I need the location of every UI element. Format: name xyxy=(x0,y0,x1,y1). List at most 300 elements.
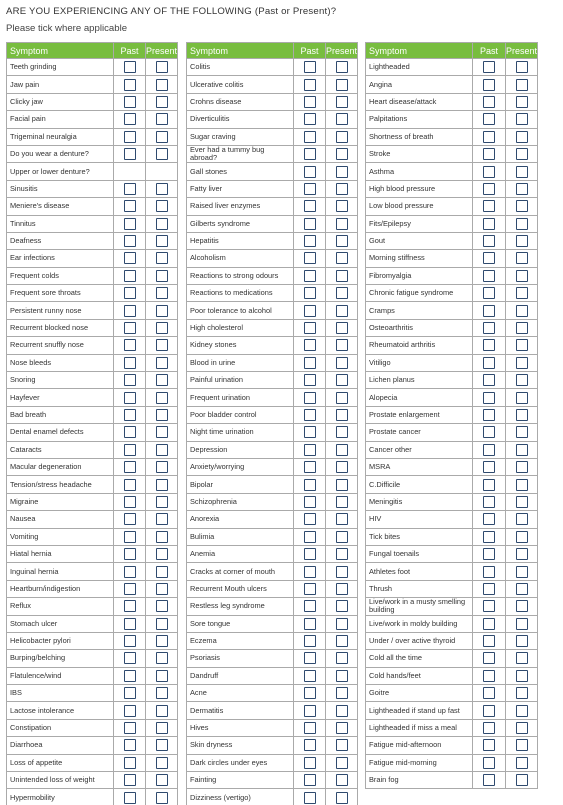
present-checkbox[interactable] xyxy=(156,792,168,804)
present-checkbox[interactable] xyxy=(336,618,348,630)
past-checkbox[interactable] xyxy=(124,635,136,647)
past-cell xyxy=(294,737,326,754)
symptom-label: Ear infections xyxy=(7,250,114,267)
past-checkbox[interactable] xyxy=(483,426,495,438)
present-checkbox[interactable] xyxy=(516,722,528,734)
past-checkbox[interactable] xyxy=(483,583,495,595)
table-row xyxy=(187,232,358,249)
past-cell xyxy=(473,528,506,545)
past-checkbox[interactable] xyxy=(124,739,136,751)
past-checkbox[interactable] xyxy=(304,113,316,125)
present-checkbox[interactable] xyxy=(516,270,528,282)
past-checkbox[interactable] xyxy=(483,774,495,786)
symptom-label: Gall stones xyxy=(187,163,294,180)
present-checkbox[interactable] xyxy=(336,722,348,734)
past-checkbox[interactable] xyxy=(124,200,136,212)
symptom-label: Cataracts xyxy=(7,441,114,458)
present-checkbox[interactable] xyxy=(336,513,348,525)
past-checkbox[interactable] xyxy=(483,600,495,612)
past-checkbox[interactable] xyxy=(124,792,136,804)
past-checkbox[interactable] xyxy=(304,200,316,212)
table-row xyxy=(187,76,358,93)
past-checkbox[interactable] xyxy=(304,339,316,351)
past-checkbox[interactable] xyxy=(304,183,316,195)
present-checkbox[interactable] xyxy=(336,61,348,73)
symptom-label: Acne xyxy=(187,685,294,702)
past-checkbox[interactable] xyxy=(483,183,495,195)
past-checkbox[interactable] xyxy=(304,218,316,230)
past-checkbox[interactable] xyxy=(304,513,316,525)
past-checkbox[interactable] xyxy=(124,131,136,143)
past-checkbox[interactable] xyxy=(124,583,136,595)
past-checkbox[interactable] xyxy=(304,166,316,178)
present-checkbox[interactable] xyxy=(516,357,528,369)
past-checkbox[interactable] xyxy=(124,566,136,578)
past-checkbox[interactable] xyxy=(483,322,495,334)
present-checkbox[interactable] xyxy=(156,200,168,212)
past-checkbox[interactable] xyxy=(124,670,136,682)
past-checkbox[interactable] xyxy=(483,61,495,73)
present-checkbox[interactable] xyxy=(516,374,528,386)
present-checkbox[interactable] xyxy=(336,566,348,578)
table-row xyxy=(187,702,358,719)
past-checkbox[interactable] xyxy=(304,600,316,612)
present-checkbox[interactable] xyxy=(336,166,348,178)
present-checkbox[interactable] xyxy=(516,548,528,560)
past-checkbox[interactable] xyxy=(483,461,495,473)
past-checkbox[interactable] xyxy=(304,426,316,438)
past-checkbox[interactable] xyxy=(304,531,316,543)
past-checkbox[interactable] xyxy=(483,270,495,282)
present-checkbox[interactable] xyxy=(156,461,168,473)
past-checkbox[interactable] xyxy=(304,496,316,508)
present-cell xyxy=(326,719,358,736)
present-checkbox[interactable] xyxy=(336,374,348,386)
past-checkbox[interactable] xyxy=(304,444,316,456)
past-checkbox[interactable] xyxy=(304,739,316,751)
present-cell xyxy=(506,302,538,319)
present-checkbox[interactable] xyxy=(516,444,528,456)
present-checkbox[interactable] xyxy=(336,218,348,230)
past-checkbox[interactable] xyxy=(304,479,316,491)
past-checkbox[interactable] xyxy=(124,409,136,421)
present-checkbox[interactable] xyxy=(156,479,168,491)
present-checkbox[interactable] xyxy=(156,635,168,647)
present-checkbox[interactable] xyxy=(336,426,348,438)
present-checkbox[interactable] xyxy=(516,200,528,212)
present-checkbox[interactable] xyxy=(156,687,168,699)
past-checkbox[interactable] xyxy=(304,287,316,299)
past-checkbox[interactable] xyxy=(124,705,136,717)
table-row xyxy=(187,772,358,789)
present-checkbox[interactable] xyxy=(156,287,168,299)
past-checkbox[interactable] xyxy=(124,444,136,456)
present-checkbox[interactable] xyxy=(336,200,348,212)
present-checkbox[interactable] xyxy=(156,531,168,543)
present-checkbox[interactable] xyxy=(336,757,348,769)
present-checkbox[interactable] xyxy=(156,113,168,125)
past-checkbox[interactable] xyxy=(483,339,495,351)
past-checkbox[interactable] xyxy=(124,618,136,630)
past-checkbox[interactable] xyxy=(124,357,136,369)
past-checkbox[interactable] xyxy=(483,513,495,525)
past-checkbox[interactable] xyxy=(304,548,316,560)
present-checkbox[interactable] xyxy=(516,496,528,508)
past-checkbox[interactable] xyxy=(304,148,316,160)
past-checkbox[interactable] xyxy=(483,670,495,682)
table-row xyxy=(366,528,538,545)
present-checkbox[interactable] xyxy=(516,670,528,682)
past-checkbox[interactable] xyxy=(304,792,316,804)
past-checkbox[interactable] xyxy=(304,757,316,769)
past-checkbox[interactable] xyxy=(304,252,316,264)
past-checkbox[interactable] xyxy=(483,96,495,108)
present-checkbox[interactable] xyxy=(156,722,168,734)
present-checkbox[interactable] xyxy=(516,618,528,630)
past-checkbox[interactable] xyxy=(304,392,316,404)
present-checkbox[interactable] xyxy=(516,305,528,317)
past-checkbox[interactable] xyxy=(483,409,495,421)
present-checkbox[interactable] xyxy=(156,305,168,317)
past-checkbox[interactable] xyxy=(483,131,495,143)
present-checkbox[interactable] xyxy=(336,600,348,612)
present-checkbox[interactable] xyxy=(516,566,528,578)
past-checkbox[interactable] xyxy=(124,96,136,108)
past-checkbox[interactable] xyxy=(304,96,316,108)
past-checkbox[interactable] xyxy=(483,392,495,404)
past-checkbox[interactable] xyxy=(483,374,495,386)
present-cell xyxy=(326,128,358,145)
past-checkbox[interactable] xyxy=(124,374,136,386)
present-checkbox[interactable] xyxy=(516,513,528,525)
table-row xyxy=(366,458,538,475)
present-checkbox[interactable] xyxy=(336,252,348,264)
present-checkbox[interactable] xyxy=(156,61,168,73)
present-checkbox[interactable] xyxy=(156,218,168,230)
past-checkbox[interactable] xyxy=(304,322,316,334)
present-checkbox[interactable] xyxy=(156,374,168,386)
table-row xyxy=(187,685,358,702)
past-checkbox[interactable] xyxy=(124,531,136,543)
past-cell xyxy=(114,667,146,684)
present-checkbox[interactable] xyxy=(336,461,348,473)
past-checkbox[interactable] xyxy=(483,252,495,264)
present-checkbox[interactable] xyxy=(156,496,168,508)
past-checkbox[interactable] xyxy=(483,444,495,456)
past-checkbox[interactable] xyxy=(304,670,316,682)
past-checkbox[interactable] xyxy=(304,235,316,247)
symptom-label: Prostate cancer xyxy=(366,424,473,441)
present-checkbox[interactable] xyxy=(516,287,528,299)
past-checkbox[interactable] xyxy=(124,687,136,699)
past-checkbox[interactable] xyxy=(483,218,495,230)
past-checkbox[interactable] xyxy=(483,635,495,647)
present-checkbox[interactable] xyxy=(336,148,348,160)
past-checkbox[interactable] xyxy=(124,339,136,351)
present-checkbox[interactable] xyxy=(336,96,348,108)
past-checkbox[interactable] xyxy=(483,305,495,317)
past-checkbox[interactable] xyxy=(124,287,136,299)
present-checkbox[interactable] xyxy=(516,252,528,264)
past-checkbox[interactable] xyxy=(124,426,136,438)
symptom-table-3-container xyxy=(365,42,538,789)
past-checkbox[interactable] xyxy=(304,635,316,647)
present-checkbox[interactable] xyxy=(156,583,168,595)
symptom-label: Dizziness (vertigo) xyxy=(187,789,294,805)
present-checkbox[interactable] xyxy=(336,322,348,334)
past-checkbox[interactable] xyxy=(304,774,316,786)
present-checkbox[interactable] xyxy=(516,652,528,664)
table-row xyxy=(366,493,538,510)
past-checkbox[interactable] xyxy=(124,513,136,525)
present-checkbox[interactable] xyxy=(156,757,168,769)
present-checkbox[interactable] xyxy=(516,426,528,438)
past-checkbox[interactable] xyxy=(124,722,136,734)
past-cell xyxy=(114,737,146,754)
present-checkbox[interactable] xyxy=(156,270,168,282)
present-checkbox[interactable] xyxy=(516,96,528,108)
present-checkbox[interactable] xyxy=(156,322,168,334)
present-checkbox[interactable] xyxy=(516,409,528,421)
present-checkbox[interactable] xyxy=(156,96,168,108)
past-checkbox[interactable] xyxy=(483,496,495,508)
past-checkbox[interactable] xyxy=(124,774,136,786)
present-checkbox[interactable] xyxy=(516,583,528,595)
past-checkbox[interactable] xyxy=(304,652,316,664)
present-checkbox[interactable] xyxy=(156,774,168,786)
present-checkbox[interactable] xyxy=(336,548,348,560)
present-checkbox[interactable] xyxy=(156,148,168,160)
table-row xyxy=(187,650,358,667)
present-checkbox[interactable] xyxy=(336,270,348,282)
past-checkbox[interactable] xyxy=(124,757,136,769)
past-checkbox[interactable] xyxy=(304,409,316,421)
past-checkbox[interactable] xyxy=(124,79,136,91)
present-cell xyxy=(326,424,358,441)
past-checkbox[interactable] xyxy=(483,722,495,734)
table-row xyxy=(7,267,178,284)
present-checkbox[interactable] xyxy=(156,409,168,421)
past-checkbox[interactable] xyxy=(304,357,316,369)
present-checkbox[interactable] xyxy=(156,739,168,751)
past-checkbox[interactable] xyxy=(483,287,495,299)
past-checkbox[interactable] xyxy=(304,566,316,578)
present-checkbox[interactable] xyxy=(516,600,528,612)
past-checkbox[interactable] xyxy=(124,392,136,404)
table-row xyxy=(187,302,358,319)
present-checkbox[interactable] xyxy=(336,670,348,682)
past-checkbox[interactable] xyxy=(124,218,136,230)
past-checkbox[interactable] xyxy=(304,618,316,630)
present-checkbox[interactable] xyxy=(336,131,348,143)
present-checkbox[interactable] xyxy=(516,479,528,491)
past-checkbox[interactable] xyxy=(483,479,495,491)
present-checkbox[interactable] xyxy=(516,339,528,351)
past-checkbox[interactable] xyxy=(124,270,136,282)
present-checkbox[interactable] xyxy=(516,757,528,769)
past-cell xyxy=(294,372,326,389)
past-checkbox[interactable] xyxy=(124,61,136,73)
present-checkbox[interactable] xyxy=(336,583,348,595)
past-checkbox[interactable] xyxy=(483,566,495,578)
past-cell xyxy=(114,458,146,475)
past-cell xyxy=(294,406,326,423)
present-checkbox[interactable] xyxy=(336,496,348,508)
past-cell xyxy=(294,789,326,805)
present-checkbox[interactable] xyxy=(516,774,528,786)
past-checkbox[interactable] xyxy=(304,61,316,73)
present-checkbox[interactable] xyxy=(336,652,348,664)
present-checkbox[interactable] xyxy=(336,792,348,804)
past-checkbox[interactable] xyxy=(304,374,316,386)
symptom-label: Gout xyxy=(366,232,473,249)
present-checkbox[interactable] xyxy=(336,339,348,351)
past-checkbox[interactable] xyxy=(124,183,136,195)
present-checkbox[interactable] xyxy=(336,739,348,751)
present-cell xyxy=(326,511,358,528)
present-checkbox[interactable] xyxy=(516,166,528,178)
past-cell xyxy=(114,754,146,771)
past-checkbox[interactable] xyxy=(483,148,495,160)
present-checkbox[interactable] xyxy=(336,479,348,491)
past-checkbox[interactable] xyxy=(124,548,136,560)
present-checkbox[interactable] xyxy=(156,618,168,630)
present-checkbox[interactable] xyxy=(156,513,168,525)
present-checkbox[interactable] xyxy=(156,426,168,438)
present-checkbox[interactable] xyxy=(156,131,168,143)
present-cell xyxy=(146,545,178,562)
past-checkbox[interactable] xyxy=(483,357,495,369)
present-cell xyxy=(146,59,178,76)
present-checkbox[interactable] xyxy=(516,79,528,91)
table-row xyxy=(187,215,358,232)
present-checkbox[interactable] xyxy=(336,357,348,369)
present-checkbox[interactable] xyxy=(516,461,528,473)
present-checkbox[interactable] xyxy=(336,392,348,404)
past-checkbox[interactable] xyxy=(483,166,495,178)
table-row xyxy=(7,702,178,719)
past-checkbox[interactable] xyxy=(124,600,136,612)
past-checkbox[interactable] xyxy=(483,757,495,769)
past-checkbox[interactable] xyxy=(304,687,316,699)
past-checkbox[interactable] xyxy=(304,270,316,282)
present-cell xyxy=(506,702,538,719)
present-checkbox[interactable] xyxy=(336,687,348,699)
present-checkbox[interactable] xyxy=(336,235,348,247)
past-checkbox[interactable] xyxy=(304,583,316,595)
present-checkbox[interactable] xyxy=(516,392,528,404)
past-checkbox[interactable] xyxy=(483,739,495,751)
past-checkbox[interactable] xyxy=(483,531,495,543)
present-checkbox[interactable] xyxy=(156,339,168,351)
present-checkbox[interactable] xyxy=(336,635,348,647)
past-checkbox[interactable] xyxy=(124,113,136,125)
past-checkbox[interactable] xyxy=(124,252,136,264)
present-checkbox[interactable] xyxy=(156,566,168,578)
past-checkbox[interactable] xyxy=(304,461,316,473)
past-checkbox[interactable] xyxy=(483,548,495,560)
present-checkbox[interactable] xyxy=(516,148,528,160)
present-checkbox[interactable] xyxy=(336,444,348,456)
present-checkbox[interactable] xyxy=(336,287,348,299)
column-header-symptom: Symptom xyxy=(187,43,294,59)
present-checkbox[interactable] xyxy=(516,218,528,230)
past-checkbox[interactable] xyxy=(483,235,495,247)
present-checkbox[interactable] xyxy=(336,183,348,195)
present-checkbox[interactable] xyxy=(156,652,168,664)
present-checkbox[interactable] xyxy=(336,113,348,125)
past-checkbox[interactable] xyxy=(124,652,136,664)
past-checkbox[interactable] xyxy=(483,687,495,699)
present-checkbox[interactable] xyxy=(156,79,168,91)
past-checkbox[interactable] xyxy=(124,235,136,247)
present-checkbox[interactable] xyxy=(156,600,168,612)
past-checkbox[interactable] xyxy=(304,79,316,91)
past-checkbox[interactable] xyxy=(124,479,136,491)
present-checkbox[interactable] xyxy=(516,322,528,334)
past-checkbox[interactable] xyxy=(304,722,316,734)
present-checkbox[interactable] xyxy=(336,79,348,91)
present-checkbox[interactable] xyxy=(516,705,528,717)
present-checkbox[interactable] xyxy=(336,531,348,543)
past-checkbox[interactable] xyxy=(304,705,316,717)
present-checkbox[interactable] xyxy=(516,635,528,647)
present-checkbox[interactable] xyxy=(516,531,528,543)
present-checkbox[interactable] xyxy=(516,113,528,125)
present-checkbox[interactable] xyxy=(156,548,168,560)
present-checkbox[interactable] xyxy=(156,235,168,247)
table-row xyxy=(187,59,358,76)
present-checkbox[interactable] xyxy=(336,774,348,786)
past-cell xyxy=(294,441,326,458)
past-cell xyxy=(473,128,506,145)
present-checkbox[interactable] xyxy=(516,687,528,699)
past-checkbox[interactable] xyxy=(124,148,136,160)
present-checkbox[interactable] xyxy=(156,444,168,456)
present-cell xyxy=(326,615,358,632)
present-checkbox[interactable] xyxy=(516,61,528,73)
past-checkbox[interactable] xyxy=(124,496,136,508)
present-checkbox[interactable] xyxy=(336,305,348,317)
present-checkbox[interactable] xyxy=(336,409,348,421)
present-checkbox[interactable] xyxy=(516,131,528,143)
past-cell xyxy=(114,650,146,667)
past-checkbox[interactable] xyxy=(483,705,495,717)
present-checkbox[interactable] xyxy=(156,392,168,404)
past-cell xyxy=(473,267,506,284)
past-checkbox[interactable] xyxy=(483,113,495,125)
present-checkbox[interactable] xyxy=(156,705,168,717)
past-checkbox[interactable] xyxy=(483,652,495,664)
past-checkbox[interactable] xyxy=(483,618,495,630)
past-checkbox[interactable] xyxy=(483,200,495,212)
past-checkbox[interactable] xyxy=(124,305,136,317)
past-checkbox[interactable] xyxy=(304,131,316,143)
present-checkbox[interactable] xyxy=(336,705,348,717)
present-checkbox[interactable] xyxy=(516,739,528,751)
table-row xyxy=(7,406,178,423)
present-checkbox[interactable] xyxy=(156,183,168,195)
present-checkbox[interactable] xyxy=(156,252,168,264)
present-checkbox[interactable] xyxy=(516,235,528,247)
present-checkbox[interactable] xyxy=(156,357,168,369)
past-checkbox[interactable] xyxy=(304,305,316,317)
past-checkbox[interactable] xyxy=(124,461,136,473)
present-checkbox[interactable] xyxy=(516,183,528,195)
past-checkbox[interactable] xyxy=(483,79,495,91)
past-checkbox[interactable] xyxy=(124,322,136,334)
present-checkbox[interactable] xyxy=(156,670,168,682)
